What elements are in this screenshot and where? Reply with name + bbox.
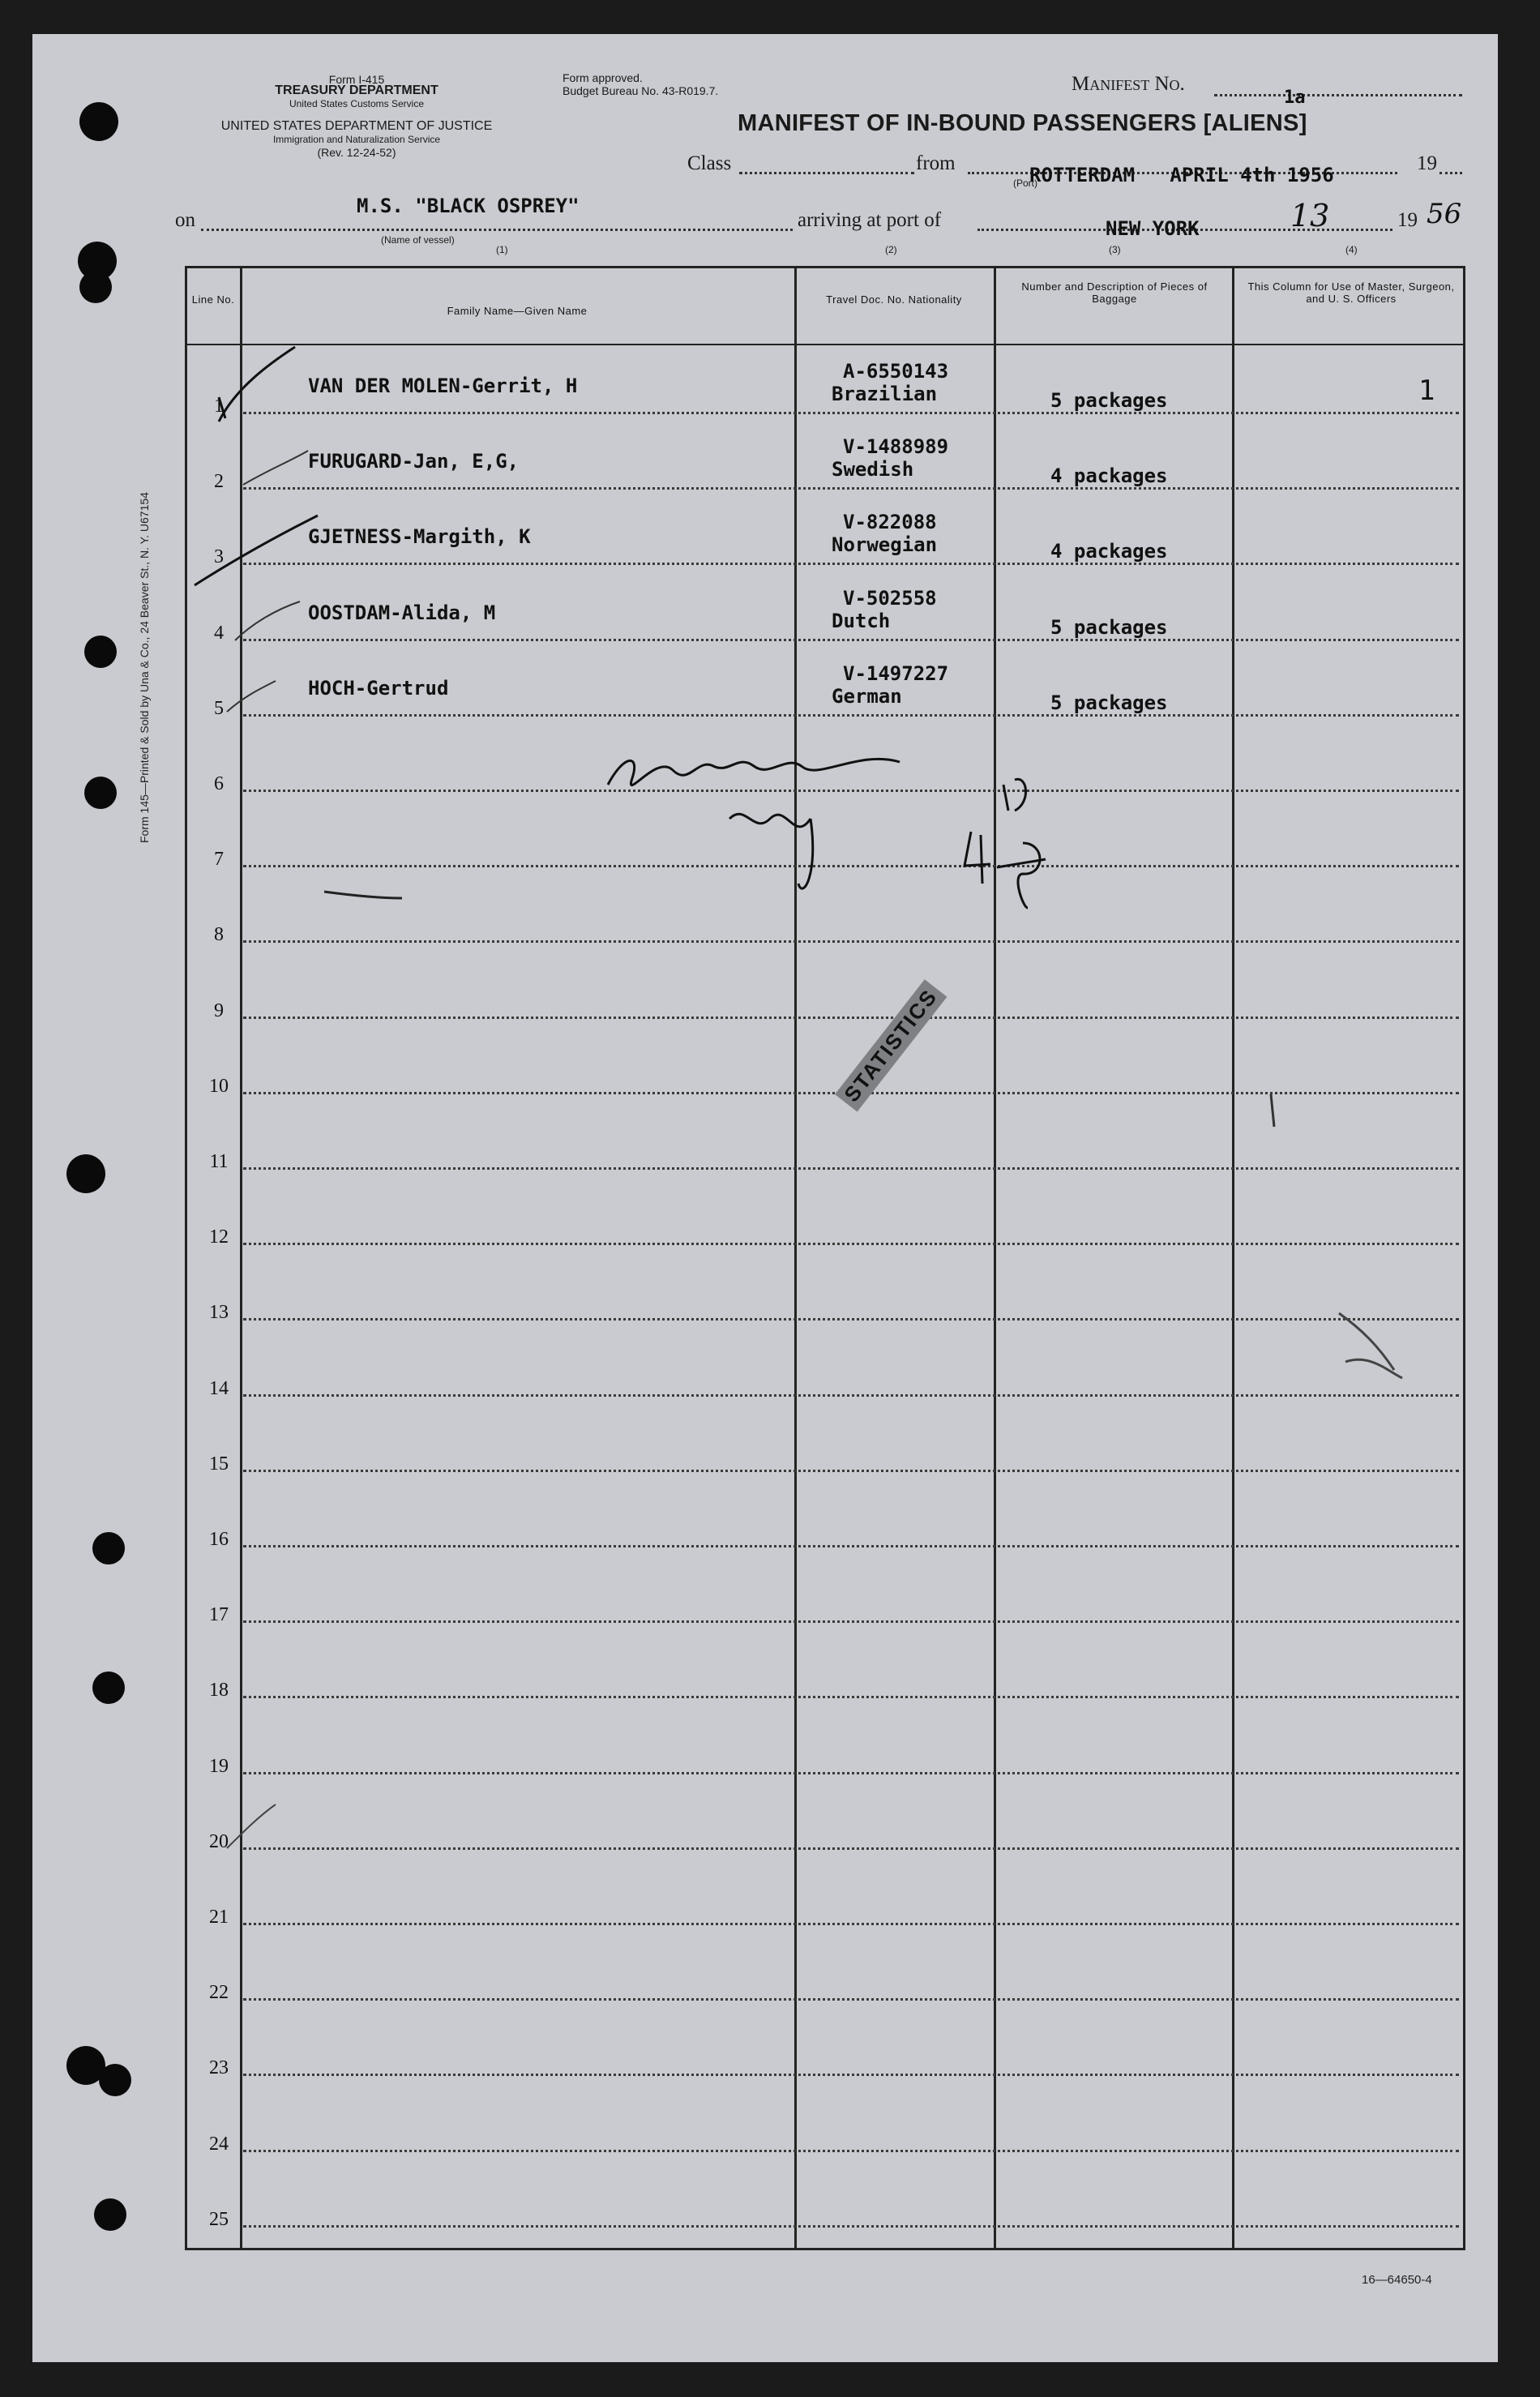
row-dotted-line [243,2074,1459,2076]
row-line-number: 2 [214,471,224,493]
row-line-number: 16 [209,1529,229,1550]
row-dotted-line [243,1772,1459,1774]
vessel-value: M.S. "BLACK OSPREY" [357,195,580,217]
row-dotted-line [243,1470,1459,1472]
nationality: Norwegian [832,533,938,557]
row-dotted-line [243,1923,1459,1925]
passenger-name: VAN DER MOLEN-Gerrit, H [308,375,578,397]
row-dotted-line [243,1394,1459,1397]
row-dotted-line [243,865,1459,867]
row-dotted-line [243,1620,1459,1623]
binder-hole [79,271,112,303]
passenger-name: HOCH-Gertrud [308,676,449,700]
baggage-description: 5 packages [1050,615,1168,639]
row-dotted-line [243,1847,1459,1850]
on-label: on [175,209,195,231]
table-header-rule [185,344,1465,345]
row-dotted-line [243,1017,1459,1019]
arrival-day-value: 13 [1290,198,1330,233]
statistics-stamp: STATISTICS [835,979,947,1111]
travel-doc-number: V-1488989 [843,435,949,459]
row-line-number: 23 [209,2057,229,2079]
row-line-number: 17 [209,1604,229,1626]
page-title: MANIFEST OF IN-BOUND PASSENGERS [ALIENS] [738,110,1307,136]
row-dotted-line [243,487,1459,490]
row-dotted-line [243,1167,1459,1170]
budget-bureau: Budget Bureau No. 43-R019.7. [563,84,719,97]
row-dotted-line [243,2150,1459,2152]
column-ref-1: (1) [496,244,508,255]
baggage-description: 5 packages [1050,389,1168,412]
travel-doc-number: A-6550143 [843,360,949,383]
manifest-no-label: Manifest No. [1072,73,1185,95]
treasury-dept: TREASURY DEPARTMENT [275,83,438,97]
footer-code: 16—64650-4 [1362,2273,1432,2287]
departure-value: ROTTERDAM APRIL 4th 1956 [1029,164,1334,186]
nationality: Brazilian [832,383,938,405]
vessel-line [201,229,793,231]
row-line-number: 8 [214,924,224,946]
passenger-name: FURUGARD-Jan, E,G, [308,450,520,473]
travel-doc-number: V-1497227 [843,661,949,685]
travel-doc-number: V-822088 [843,511,937,534]
row-line-number: 1 [214,396,224,417]
column-ref-3: (3) [1109,244,1121,255]
class-label: Class [687,152,732,174]
row-dotted-line [243,412,1459,414]
row-line-number: 21 [209,1907,229,1928]
row-line-number: 15 [209,1453,229,1475]
manifest-no-line [1214,94,1462,96]
baggage-description: 5 packages [1050,691,1168,714]
row-line-number: 20 [209,1830,229,1852]
col-header-baggage: Number and Description of Pieces of Baggage [1021,280,1208,305]
row-line-number: 6 [214,773,224,794]
manifest-no-value: 1a [1284,88,1306,108]
row-line-number: 7 [214,849,224,871]
from-label: from [916,152,956,174]
binder-hole [79,102,118,141]
row-line-number: 24 [209,2133,229,2155]
col-header-travel: Travel Doc. No. Nationality [826,293,962,306]
binder-hole [84,636,117,668]
baggage-description: 4 packages [1050,464,1168,488]
nationality: Swedish [832,458,914,482]
row-line-number: 3 [214,546,224,568]
officer-mark: 1 [1418,375,1435,407]
col-header-line: Line No. [191,293,235,306]
passenger-name: GJETNESS-Margith, K [308,525,531,549]
row-dotted-line [243,1243,1459,1245]
row-line-number: 5 [214,697,224,719]
col-header-name: Family Name—Given Name [447,305,588,317]
binder-hole [92,1532,125,1564]
col-header-officers: This Column for Use of Master, Surgeon, and U. S. Officers [1247,280,1455,305]
row-line-number: 13 [209,1302,229,1324]
row-dotted-line [243,1696,1459,1698]
form-number: Form I-415 [328,73,385,86]
row-line-number: 14 [209,1377,229,1399]
ins-service: Immigration and Naturalization Service [272,134,441,145]
revision: (Rev. 12-24-52) [317,146,396,159]
binder-hole [84,777,117,809]
row-dotted-line [243,940,1459,943]
binder-hole [92,1671,125,1704]
row-line-number: 10 [209,1075,229,1097]
binder-hole [94,2198,126,2231]
travel-doc-number: V-502558 [843,586,937,610]
justice-dept: UNITED STATES DEPARTMENT OF JUSTICE [220,119,493,133]
row-dotted-line [243,563,1459,565]
row-line-number: 12 [209,1226,229,1248]
form-approved: Form approved. [563,71,643,84]
row-dotted-line [243,1545,1459,1547]
nationality: Dutch [832,609,891,632]
row-dotted-line [243,1998,1459,2001]
arrival-port-value: NEW YORK [1106,217,1200,240]
baggage-description: 4 packages [1050,540,1168,563]
vessel-caption: (Name of vessel) [381,234,455,246]
row-dotted-line [243,714,1459,717]
row-dotted-line [243,790,1459,792]
year-label-2: 19 [1397,209,1418,231]
year-line-1 [1439,172,1462,174]
row-line-number: 11 [209,1151,229,1172]
row-line-number: 19 [209,1755,229,1777]
binder-hole [99,2064,131,2096]
class-line [739,172,914,174]
printer-side-text: Form 145—Printed & Sold by Una & Co., 24 Beaver St., N. Y. U67154 [138,492,151,843]
row-line-number: 18 [209,1680,229,1701]
nationality: German [832,684,902,708]
arrival-year-value: 56 [1427,198,1462,230]
row-line-number: 4 [214,622,224,644]
binder-hole [66,1154,105,1193]
row-dotted-line [243,2225,1459,2228]
row-dotted-line [243,639,1459,641]
passenger-name: OOSTDAM-Alida, M [308,601,496,624]
year-label-1: 19 [1417,152,1437,174]
customs-service: United States Customs Service [289,98,425,109]
row-line-number: 22 [209,1982,229,2004]
arriving-label: arriving at port of [798,209,942,231]
column-ref-4: (4) [1345,244,1358,255]
row-dotted-line [243,1318,1459,1320]
column-ref-2: (2) [885,244,897,255]
row-line-number: 9 [214,999,224,1021]
port-caption: (Port) [1013,178,1037,189]
row-line-number: 25 [209,2208,229,2230]
